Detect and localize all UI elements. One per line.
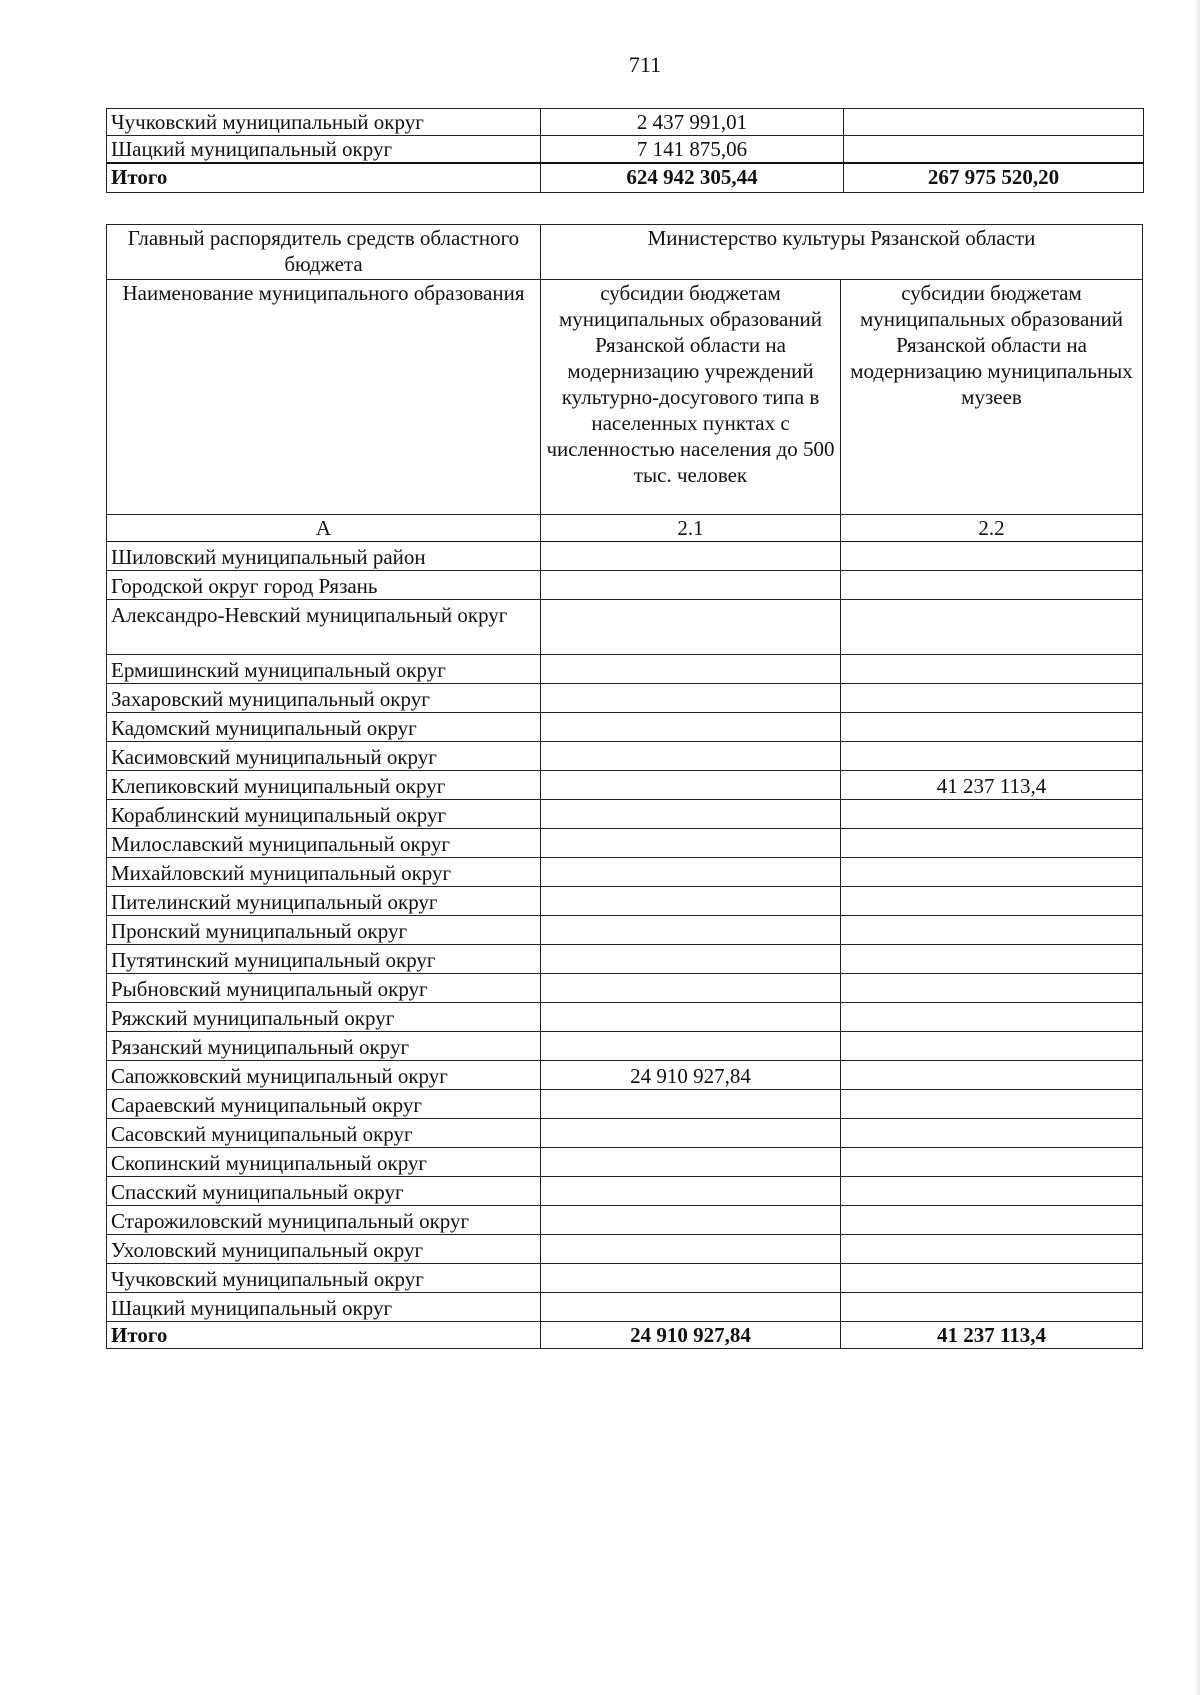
municipality-name: Чучковский муниципальный округ: [107, 109, 541, 136]
amount-cell: [541, 1235, 841, 1264]
municipality-name: Кораблинский муниципальный округ: [107, 800, 541, 829]
column-index-2-2: 2.2: [841, 515, 1143, 542]
municipality-name: Шиловский муниципальный район: [107, 542, 541, 571]
table-row: [107, 974, 1143, 1003]
municipality-column-header: Наименование муниципального образования: [107, 280, 541, 515]
table-row: [107, 1235, 1143, 1264]
total-amount: 267 975 520,20: [844, 163, 1144, 193]
amount-cell: [541, 1003, 841, 1032]
municipality-name: Михайловский муниципальный округ: [107, 858, 541, 887]
table-row: [107, 1119, 1143, 1148]
table-row: [107, 542, 1143, 571]
amount-cell: [841, 1293, 1143, 1322]
municipality-name: Шацкий муниципальный округ: [107, 136, 541, 164]
municipality-name: Захаровский муниципальный округ: [107, 684, 541, 713]
amount-cell: [841, 1264, 1143, 1293]
municipality-name: Городской округ город Рязань: [107, 571, 541, 600]
amount-cell: [541, 800, 841, 829]
amount-cell: [541, 916, 841, 945]
amount-cell: [541, 1090, 841, 1119]
amount-cell: [841, 655, 1143, 684]
amount-cell: [541, 742, 841, 771]
amount-cell: 41 237 113,4: [841, 771, 1143, 800]
header-row-distributor: [107, 225, 1143, 280]
amount-cell: [841, 542, 1143, 571]
municipality-name: Сасовский муниципальный округ: [107, 1119, 541, 1148]
distributor-value: Министерство культуры Рязанской области: [541, 225, 1143, 280]
total-amount: 624 942 305,44: [541, 163, 844, 193]
municipality-name: Ряжский муниципальный округ: [107, 1003, 541, 1032]
amount-cell: [841, 858, 1143, 887]
table-row: [107, 136, 1144, 164]
amount-cell: [841, 1148, 1143, 1177]
table-row: [107, 713, 1143, 742]
amount-cell: 7 141 875,06: [541, 136, 844, 164]
total-row: [107, 163, 1144, 193]
total-amount: 24 910 927,84: [541, 1322, 841, 1349]
amount-cell: [541, 771, 841, 800]
amount-cell: [541, 858, 841, 887]
amount-cell: [841, 1032, 1143, 1061]
municipality-name: Кадомский муниципальный округ: [107, 713, 541, 742]
total-row: [107, 1322, 1143, 1349]
table-row: [107, 655, 1143, 684]
amount-cell: [841, 1003, 1143, 1032]
scan-edge: [1194, 0, 1200, 1695]
amount-cell: [841, 916, 1143, 945]
total-amount: 41 237 113,4: [841, 1322, 1143, 1349]
column-index-row: [107, 515, 1143, 542]
amount-cell: 24 910 927,84: [541, 1061, 841, 1090]
amount-cell: [841, 1177, 1143, 1206]
municipality-name: Старожиловский муниципальный округ: [107, 1206, 541, 1235]
amount-cell: [841, 1119, 1143, 1148]
amount-cell: [841, 742, 1143, 771]
municipality-name: Александро-Невский муниципальный округ: [107, 600, 541, 655]
municipality-name: Касимовский муниципальный округ: [107, 742, 541, 771]
amount-cell: [541, 600, 841, 655]
amount-cell: [541, 1177, 841, 1206]
municipality-name: Ухоловский муниципальный округ: [107, 1235, 541, 1264]
amount-cell: [841, 1090, 1143, 1119]
municipality-name: Пронский муниципальный округ: [107, 916, 541, 945]
municipality-name: Сапожковский муниципальный округ: [107, 1061, 541, 1090]
amount-cell: [841, 713, 1143, 742]
table-row: [107, 800, 1143, 829]
amount-cell: [541, 1119, 841, 1148]
amount-cell: [541, 713, 841, 742]
amount-cell: [541, 571, 841, 600]
municipality-name: Рязанский муниципальный округ: [107, 1032, 541, 1061]
data-rows: [107, 542, 1143, 1322]
table-row: [107, 600, 1143, 655]
municipality-name: Рыбновский муниципальный округ: [107, 974, 541, 1003]
amount-cell: [541, 974, 841, 1003]
total-label: Итого: [107, 1322, 541, 1349]
amount-cell: [541, 1293, 841, 1322]
municipality-name: Ермишинский муниципальный округ: [107, 655, 541, 684]
amount-cell: [541, 1206, 841, 1235]
municipality-name: Путятинский муниципальный округ: [107, 945, 541, 974]
continuation-table: [106, 108, 1144, 193]
column-index-a: А: [107, 515, 541, 542]
table-row: [107, 887, 1143, 916]
municipality-name: Милославский муниципальный округ: [107, 829, 541, 858]
column-index-2-1: 2.1: [541, 515, 841, 542]
amount-cell: [541, 1264, 841, 1293]
amount-cell: [841, 600, 1143, 655]
table-row: [107, 684, 1143, 713]
amount-cell: [541, 1148, 841, 1177]
amount-cell: [841, 887, 1143, 916]
amount-cell: [844, 136, 1144, 164]
municipality-name: Спасский муниципальный округ: [107, 1177, 541, 1206]
amount-cell: [841, 974, 1143, 1003]
municipality-name: Шацкий муниципальный округ: [107, 1293, 541, 1322]
distributor-label: Главный распорядитель средств областного бюджета: [107, 225, 541, 280]
amount-cell: [841, 684, 1143, 713]
page-number: 711: [628, 52, 662, 77]
amount-cell: [841, 945, 1143, 974]
amount-cell: [541, 887, 841, 916]
amount-cell: [841, 571, 1143, 600]
table-row: [107, 858, 1143, 887]
column-header-2-1: субсидии бюджетам муниципальных образований Рязанской области на модернизацию учреждений культурно-досугового типа в населенных пунктах с численностью населения до 500 тыс. человек: [541, 280, 841, 515]
table-row: [107, 771, 1143, 800]
table-row: [107, 916, 1143, 945]
amount-cell: [841, 1206, 1143, 1235]
amount-cell: [541, 542, 841, 571]
column-header-2-2: субсидии бюджетам муниципальных образований Рязанской области на модернизацию муниципальных музеев: [841, 280, 1143, 515]
table-row: [107, 1003, 1143, 1032]
amount-cell: [844, 109, 1144, 136]
amount-cell: [841, 829, 1143, 858]
table-row: [107, 1090, 1143, 1119]
table-row: [107, 571, 1143, 600]
amount-cell: [541, 945, 841, 974]
subsidy-table: [106, 224, 1143, 1349]
amount-cell: [541, 655, 841, 684]
municipality-name: Сараевский муниципальный округ: [107, 1090, 541, 1119]
amount-cell: 2 437 991,01: [541, 109, 844, 136]
table-row: [107, 945, 1143, 974]
table-row: [107, 1061, 1143, 1090]
table-row: [107, 1293, 1143, 1322]
table-row: [107, 1206, 1143, 1235]
table-row: [107, 109, 1144, 136]
total-label: Итого: [107, 163, 541, 193]
amount-cell: [541, 684, 841, 713]
amount-cell: [541, 829, 841, 858]
amount-cell: [541, 1032, 841, 1061]
table-row: [107, 829, 1143, 858]
municipality-name: Скопинский муниципальный округ: [107, 1148, 541, 1177]
amount-cell: [841, 1235, 1143, 1264]
municipality-name: Чучковский муниципальный округ: [107, 1264, 541, 1293]
table-row: [107, 1177, 1143, 1206]
table-row: [107, 1148, 1143, 1177]
table-row: [107, 1264, 1143, 1293]
amount-cell: [841, 800, 1143, 829]
table-row: [107, 742, 1143, 771]
table-row: [107, 1032, 1143, 1061]
municipality-name: Клепиковский муниципальный округ: [107, 771, 541, 800]
municipality-name: Пителинский муниципальный округ: [107, 887, 541, 916]
header-row-columns: [107, 280, 1143, 515]
amount-cell: [841, 1061, 1143, 1090]
